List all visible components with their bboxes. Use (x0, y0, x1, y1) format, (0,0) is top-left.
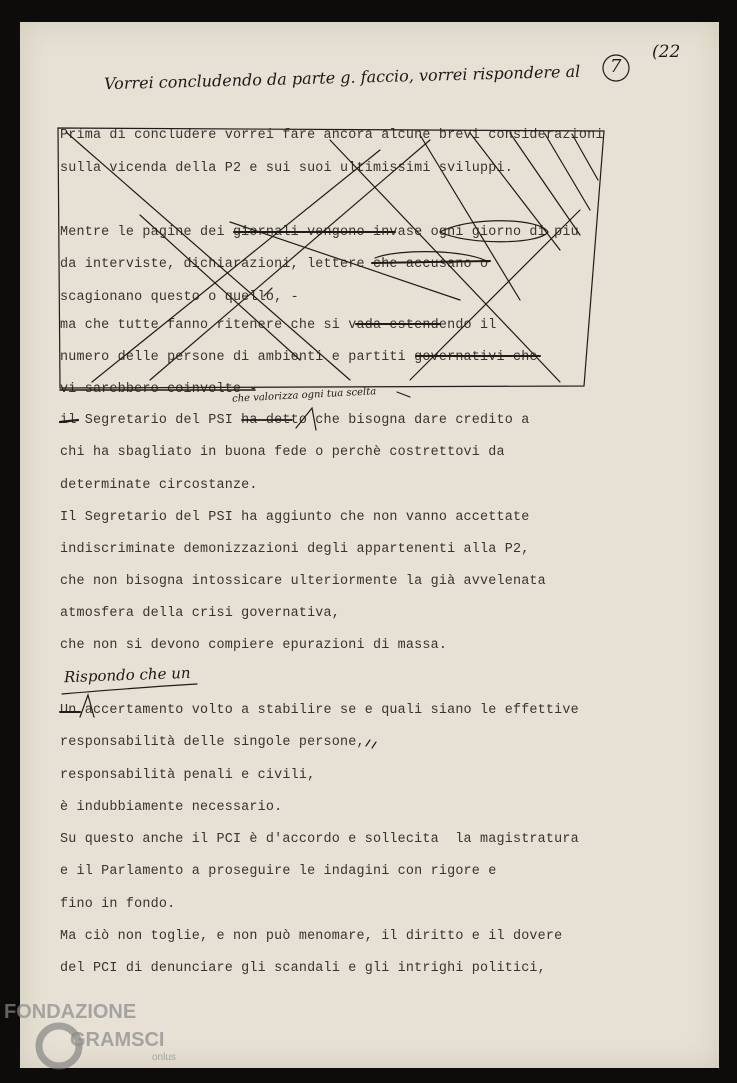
text-line: vi sarebbero coinvolte - (60, 382, 258, 397)
text-line: Prima di concludere vorrei fare ancora alcune brevi considerazioni (60, 128, 604, 143)
text-line: Il Segretario del PSI ha aggiunto che non vanno accettate (60, 510, 530, 525)
text-line: ma che tutte fanno ritenere che si vada estendendo il (60, 318, 497, 333)
text-line: Ma ciò non toglie, e non può menomare, il diritto e il dovere (60, 929, 563, 944)
hatch-line (420, 135, 520, 300)
text-line: determinate circostanze. (60, 478, 258, 493)
hatch-line (510, 133, 580, 235)
hatch-line (545, 134, 590, 210)
page-circle-number: 7 (610, 56, 622, 77)
watermark-line3: onlus (152, 1052, 176, 1063)
margin-note-underline (62, 684, 197, 694)
text-line: Mentre le pagine dei giornali vengono invase ogni giorno di più (60, 225, 579, 240)
text-line: Un accertamento volto a stabilire se e quali siano le effettive (60, 703, 579, 718)
text-line: Su questo anche il PCI è d'accordo e sollecita la magistratura (60, 832, 579, 847)
text-line: indiscriminate demonizzazioni degli appartenenti alla P2, (60, 542, 530, 557)
page-number: (22 (652, 42, 681, 62)
watermark-logo (4, 998, 184, 1078)
text-line: il Segretario del PSI ha detto che bisogna dare credito a (60, 413, 530, 428)
hatch-line (572, 134, 598, 180)
text-line: sulla vicenda della P2 e sui suoi ultimissimi sviluppi. (60, 161, 513, 176)
insert-caret (397, 392, 410, 397)
text-line: atmosfera della crisi governativa, (60, 606, 341, 621)
text-line: da interviste, dichiarazioni, lettere che accusano o (60, 257, 489, 272)
handwritten-top-note: Vorrei concludendo da parte g. faccio, vorrei rispondere al (103, 61, 581, 94)
text-line: e il Parlamento a proseguire le indagini con rigore e (60, 864, 497, 879)
loop-mark (440, 221, 548, 242)
text-line: fino in fondo. (60, 897, 176, 912)
text-line: scagionano questo o quello, - (60, 290, 299, 305)
watermark-line2: GRAMSCI (70, 1029, 165, 1051)
text-line: numero delle persone di ambienti e partiti governativi che (60, 350, 538, 365)
handwritten-margin-note: Rispondo che un (63, 663, 191, 687)
cross-line (92, 150, 380, 382)
insert-caret (80, 695, 94, 717)
cross-line (66, 132, 350, 380)
watermark-line1: FONDAZIONE (4, 1001, 137, 1023)
text-line: responsabilità delle singole persone, (60, 735, 365, 750)
text-line: responsabilità penali e civili, (60, 768, 316, 783)
text-line: chi ha sbagliato in buona fede o perchè costrettovi da (60, 445, 505, 460)
page-circle (603, 55, 629, 81)
text-line: del PCI di denunciare gli scandali e gli intrighi politici, (60, 961, 546, 976)
strike-line (372, 261, 490, 263)
strike-line (60, 420, 78, 422)
hatch-line (140, 215, 300, 360)
cross-line (410, 210, 580, 380)
hatch-line (470, 133, 560, 250)
insert-caret (296, 408, 316, 430)
cross-line (150, 140, 430, 380)
pen-mark (366, 740, 376, 748)
text-line: che non bisogna intossicare ulteriormente la già avvelenata (60, 574, 546, 589)
text-line: è indubbiamente necessario. (60, 800, 283, 815)
deletion-box (58, 128, 604, 388)
handwritten-insert-note: che valorizza ogni tua scelta (231, 386, 377, 405)
text-line: che non si devono compiere epurazioni di massa. (60, 638, 448, 653)
hatch-line (230, 222, 460, 300)
pen-mark (264, 288, 272, 296)
